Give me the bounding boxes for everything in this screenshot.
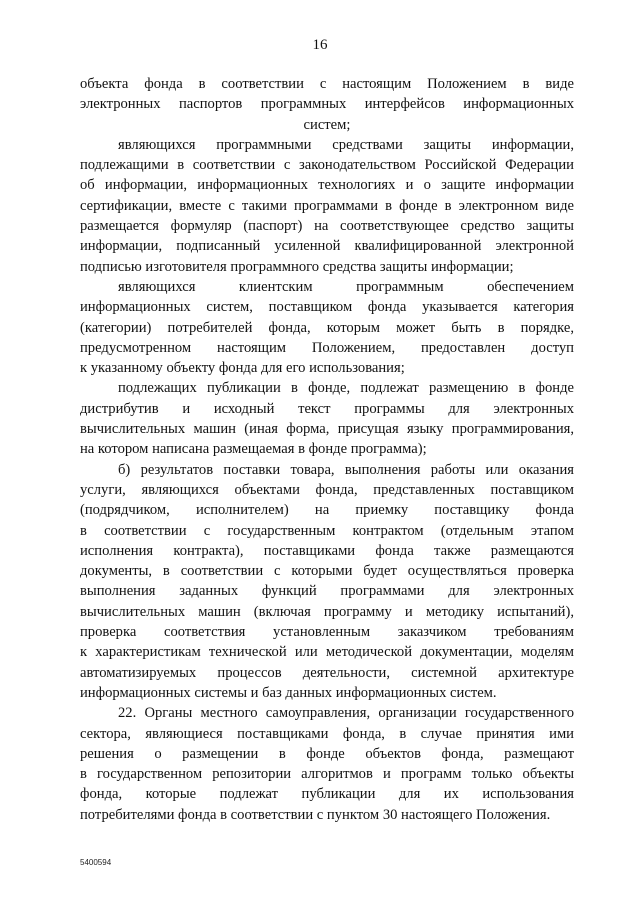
text-line: (категории) потребителей фонда, которым может быть в порядке, xyxy=(80,319,574,336)
text-line: к характеристикам технической или методической документации, моделям xyxy=(80,644,574,661)
text-line: размещается формуляр (паспорт) на соответствующее средство защиты xyxy=(80,218,574,235)
text-line: электронных паспортов программных интерфейсов информационных xyxy=(80,96,574,113)
text-line: являющихся программными средствами защиты информации, xyxy=(118,136,574,153)
text-line: объекта фонда в соответствии с настоящим Положением в виде xyxy=(80,76,574,92)
text-line: услуги, являющихся объектами фонда, представленных поставщиком xyxy=(80,481,574,498)
text-line: информационных системы и баз данных информационных систем. xyxy=(80,684,497,701)
text-line: подписью изготовителя программного средства защиты информации; xyxy=(80,258,514,275)
text-line: выполнения заданных функций программами для электронных xyxy=(80,583,574,600)
text-line: фонда, которые подлежат публикации для их использования xyxy=(80,786,574,803)
text-line: сертификации, вместе с такими программами в фонде в электронном виде xyxy=(80,197,574,214)
text-line: систем; xyxy=(303,116,351,133)
text-line: документы, в соответствии с которыми будет осуществляться проверка xyxy=(80,563,574,580)
text-line: дистрибутив и исходный текст программы для электронных xyxy=(80,400,574,417)
document-body xyxy=(80,74,574,825)
document-code: 5400594 xyxy=(80,858,112,867)
text-line: предусмотренном настоящим Положением, предоставлен доступ xyxy=(80,339,574,356)
text-line: информации, подписанный усиленной квалифицированной электронной xyxy=(80,238,574,255)
text-line: вычислительных машин (включая программу и методику испытаний), xyxy=(80,603,574,620)
text-line: (подрядчиком, исполнителем) на приемку поставщику фонда xyxy=(80,502,574,519)
text-line: автоматизируемых процессов деятельности, системной архитектуре xyxy=(80,664,574,681)
text-line: в соответствии с государственным контрактом (отдельным этапом xyxy=(80,522,574,539)
text-line: потребителями фонда в соответствии с пунктом 30 настоящего Положения. xyxy=(80,806,551,823)
text-line: б) результатов поставки товара, выполнения работы или оказания xyxy=(118,461,574,478)
text-line: информационных систем, поставщиком фонда указывается категория xyxy=(80,299,574,316)
text-line: подлежащими в соответствии с законодательством Российской Федерации xyxy=(80,157,574,174)
text-line: к указанному объекту фонда для его использования; xyxy=(80,360,405,377)
text-line: решения о размещении в фонде объектов фонда, размещают xyxy=(80,745,574,762)
text-line: вычислительных машин (иная форма, присущая языку программирования, xyxy=(80,421,574,438)
text-line: в государственном репозитории алгоритмов и программ только объекты xyxy=(80,766,574,783)
text-line: являющихся клиентским программным обеспечением xyxy=(118,278,574,295)
text-line: 22. Органы местного самоуправления, организации государственного xyxy=(118,705,574,722)
text-line: на котором написана размещаемая в фонде программа); xyxy=(80,441,427,458)
page-number: 16 xyxy=(312,37,328,53)
text-line: проверка соответствия установленным заказчиком требованиям xyxy=(80,624,574,641)
text-line: об информации, информационных технологиях и о защите информации xyxy=(80,177,574,194)
text-line: исполнения контракта), поставщиками фонда также размещаются xyxy=(80,542,574,559)
text-line: подлежащих публикации в фонде, подлежат размещению в фонде xyxy=(118,380,574,397)
text-line: сектора, являющиеся поставщиками фонда, в случае принятия ими xyxy=(80,725,574,742)
